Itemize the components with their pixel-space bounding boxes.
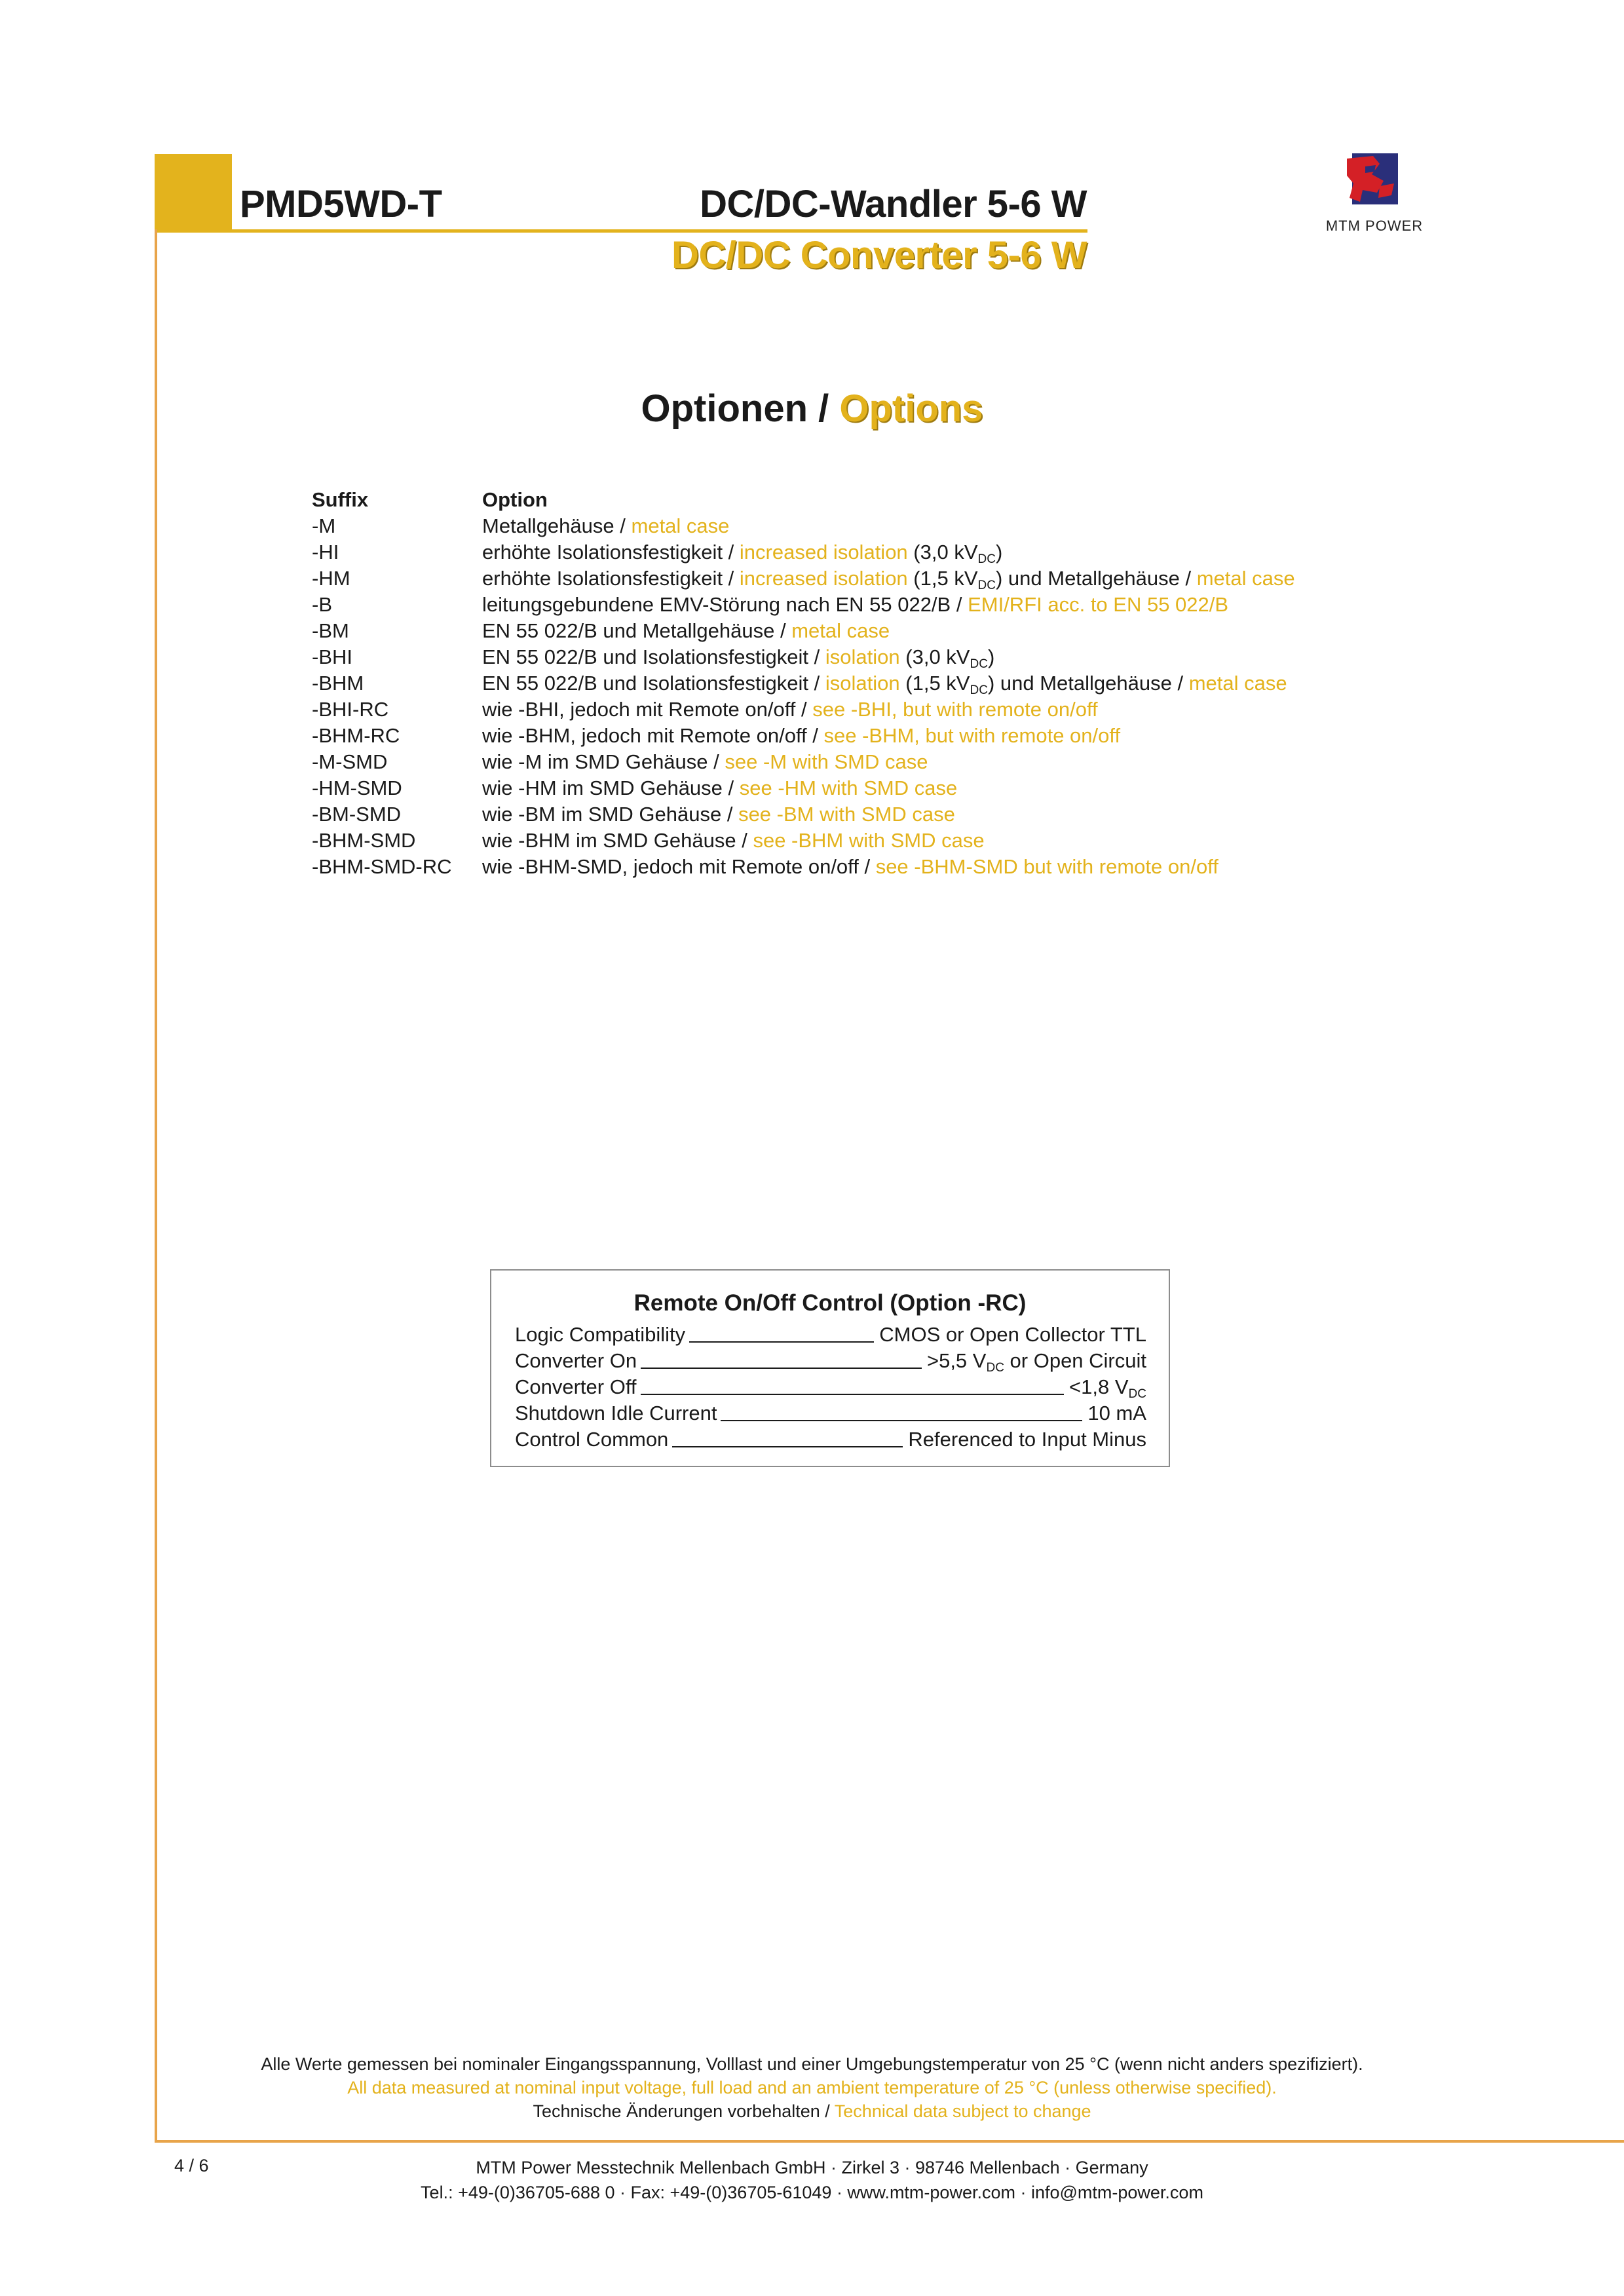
option-tail: ) (995, 541, 1003, 564)
option-suffix: -BM (312, 619, 349, 642)
option-voltage: (3,0 kV (905, 645, 970, 668)
logo-text: MTM POWER (1325, 218, 1424, 234)
option-voltage: (1,5 kV (913, 567, 978, 590)
option-text-english: isolation (825, 645, 900, 668)
option-text-german: leitungsgebundene EMV-Störung nach EN 55 022/B / (482, 593, 962, 616)
section-title-german: Optionen / (641, 387, 829, 430)
spec-value (879, 1322, 1146, 1348)
option-suffix: -BHI (312, 645, 352, 668)
spec-value-main: CMOS or Open Collector TTL (879, 1323, 1146, 1346)
section-title (0, 387, 1624, 430)
option-description (482, 749, 1295, 775)
option-text-english: see -BM with SMD case (738, 803, 955, 826)
option-text-german: wie -BHM-SMD, jedoch mit Remote on/off / (482, 855, 871, 878)
spec-label: Shutdown Idle Current (515, 1402, 717, 1425)
option-description (482, 801, 1295, 828)
remote-spec-row (515, 1348, 1146, 1374)
option-suffix: -BHM-SMD (312, 829, 416, 852)
option-tail: ) und Metallgehäuse / (987, 672, 1184, 695)
option-text-german: Metallgehäuse / (482, 514, 626, 537)
mtm-power-logo-icon (1346, 152, 1402, 208)
spec-label: Converter On (515, 1349, 637, 1372)
table-row (312, 539, 1295, 565)
option-text-english: EMI/RFI acc. to EN 55 022/B (968, 593, 1229, 616)
remote-spec-row (515, 1374, 1146, 1400)
option-suffix: -HM (312, 567, 350, 590)
options-table (312, 487, 1295, 880)
spec-value-main: <1,8 V (1069, 1375, 1129, 1398)
page-frame-bottom (155, 2140, 1624, 2143)
leader-line (721, 1420, 1082, 1421)
option-text-german: erhöhte Isolationsfestigkeit / (482, 567, 734, 590)
option-text-german: EN 55 022/B und Isolationsfestigkeit / (482, 672, 820, 695)
option-text-german: wie -HM im SMD Gehäuse / (482, 776, 734, 799)
table-row (312, 513, 1295, 539)
spec-label: Control Common (515, 1428, 669, 1451)
option-text-english-2: metal case (1196, 567, 1295, 590)
table-row (312, 618, 1295, 644)
option-description (482, 513, 1295, 539)
option-text-english: see -BHI, but with remote on/off (812, 698, 1098, 721)
leader-line (689, 1341, 874, 1343)
option-description (482, 644, 1295, 670)
option-suffix: -BHM-SMD-RC (312, 855, 452, 878)
option-tail: ) und Metallgehäuse / (995, 567, 1192, 590)
spec-value-subscript: DC (1128, 1387, 1146, 1401)
footer-note-german: Alle Werte gemessen bei nominaler Eingangsspannung, Volllast und einer Umgebungstemperatur von 25 °C (wenn nicht anders spezifiziert). (261, 2054, 1363, 2074)
option-text-english: see -BHM, but with remote on/off (823, 724, 1121, 747)
option-voltage-subscript: DC (970, 683, 988, 697)
remote-spec-row (515, 1400, 1146, 1426)
option-voltage-subscript: DC (977, 552, 996, 566)
option-description (482, 618, 1295, 644)
option-suffix: -BHM (312, 672, 364, 695)
table-row (312, 565, 1295, 592)
option-tail: ) (987, 645, 995, 668)
remote-spec-row (515, 1322, 1146, 1348)
option-suffix: -HM-SMD (312, 776, 402, 799)
option-suffix: -M (312, 514, 336, 537)
option-text-english: see -BHM with SMD case (753, 829, 985, 852)
options-table-header (312, 487, 1295, 513)
option-text-german: erhöhte Isolationsfestigkeit / (482, 541, 734, 564)
option-suffix: -B (312, 593, 332, 616)
spec-value-main: 10 mA (1087, 1402, 1146, 1425)
option-description (482, 697, 1295, 723)
table-row (312, 670, 1295, 697)
option-text-german: wie -BHM im SMD Gehäuse / (482, 829, 747, 852)
option-text-german: wie -M im SMD Gehäuse / (482, 750, 719, 773)
column-header-suffix: Suffix (312, 488, 369, 511)
change-note-german: Technische Änderungen vorbehalten / (533, 2101, 830, 2121)
option-suffix: -BHM-RC (312, 724, 400, 747)
spec-value (1087, 1400, 1146, 1426)
option-suffix: -BHI-RC (312, 698, 389, 721)
section-title-english: Options (839, 387, 983, 430)
option-text-german: EN 55 022/B und Isolationsfestigkeit / (482, 645, 820, 668)
option-text-german: wie -BHI, jedoch mit Remote on/off / (482, 698, 807, 721)
company-logo (1315, 152, 1433, 237)
table-row (312, 723, 1295, 749)
option-description (482, 723, 1295, 749)
page-frame-left (155, 229, 157, 2143)
remote-spec-row (515, 1426, 1146, 1453)
title-german: DC/DC-Wandler 5-6 W (700, 183, 1087, 225)
spec-value-main: >5,5 V (926, 1349, 987, 1372)
option-text-german: EN 55 022/B und Metallgehäuse / (482, 619, 786, 642)
page-number: 4 / 6 (174, 2156, 209, 2175)
table-row (312, 697, 1295, 723)
table-row (312, 592, 1295, 618)
change-note-english: Technical data subject to change (834, 2101, 1091, 2121)
option-voltage-subscript: DC (970, 657, 988, 671)
option-suffix: -M-SMD (312, 750, 388, 773)
option-text-german: wie -BM im SMD Gehäuse / (482, 803, 733, 826)
table-row (312, 749, 1295, 775)
option-suffix: -HI (312, 541, 339, 564)
remote-control-title: Remote On/Off Control (Option -RC) (633, 1290, 1027, 1316)
table-row (312, 775, 1295, 801)
option-text-english: see -HM with SMD case (739, 776, 958, 799)
footer-company: MTM Power Messtechnik Mellenbach GmbH · Zirkel 3 · 98746 Mellenbach · Germany (476, 2158, 1148, 2177)
table-row (312, 644, 1295, 670)
option-text-german: wie -BHM, jedoch mit Remote on/off / (482, 724, 818, 747)
column-header-option: Option (482, 488, 548, 511)
table-row (312, 801, 1295, 828)
footer-change-note (0, 2099, 1624, 2123)
product-code: PMD5WD-T (240, 183, 442, 225)
spec-value (927, 1348, 1146, 1374)
header-rule (155, 229, 1087, 233)
option-text-english: see -M with SMD case (725, 750, 928, 773)
spec-value-tail: or Open Circuit (1004, 1349, 1146, 1372)
option-text-english: metal case (791, 619, 890, 642)
option-text-english: increased isolation (739, 541, 908, 564)
option-description (482, 775, 1295, 801)
table-row (312, 828, 1295, 854)
option-description (482, 539, 1295, 565)
option-text-english: increased isolation (739, 567, 908, 590)
option-description (482, 854, 1295, 880)
option-description (482, 670, 1295, 697)
option-description (482, 592, 1295, 618)
option-voltage: (3,0 kV (913, 541, 978, 564)
option-voltage-subscript: DC (977, 579, 996, 592)
spec-value (908, 1426, 1146, 1453)
option-description (482, 565, 1295, 592)
leader-line (641, 1368, 922, 1369)
spec-value-subscript: DC (986, 1361, 1004, 1375)
option-text-english: metal case (631, 514, 730, 537)
leader-line (641, 1394, 1065, 1395)
spec-value (1069, 1374, 1146, 1400)
option-text-english: see -BHM-SMD but with remote on/off (875, 855, 1218, 878)
table-row (312, 854, 1295, 880)
footer-contact: Tel.: +49-(0)36705-688 0 · Fax: +49-(0)36705-61049 · www.mtm-power.com · info@mtm-power.com (421, 2183, 1203, 2202)
spec-label: Converter Off (515, 1375, 637, 1398)
option-text-english-2: metal case (1188, 672, 1287, 695)
option-voltage: (1,5 kV (905, 672, 970, 695)
remote-control-box (490, 1269, 1170, 1467)
leader-line (672, 1446, 903, 1447)
header-accent-block (155, 154, 232, 231)
option-description (482, 828, 1295, 854)
spec-label: Logic Compatibility (515, 1323, 686, 1346)
title-english: DC/DC Converter 5-6 W (671, 234, 1087, 277)
spec-value-main: Referenced to Input Minus (908, 1428, 1146, 1451)
footer-note-english: All data measured at nominal input voltage, full load and an ambient temperature of 25 °C (unless otherwise specified). (347, 2078, 1277, 2097)
option-suffix: -BM-SMD (312, 803, 402, 826)
option-text-english: isolation (825, 672, 900, 695)
